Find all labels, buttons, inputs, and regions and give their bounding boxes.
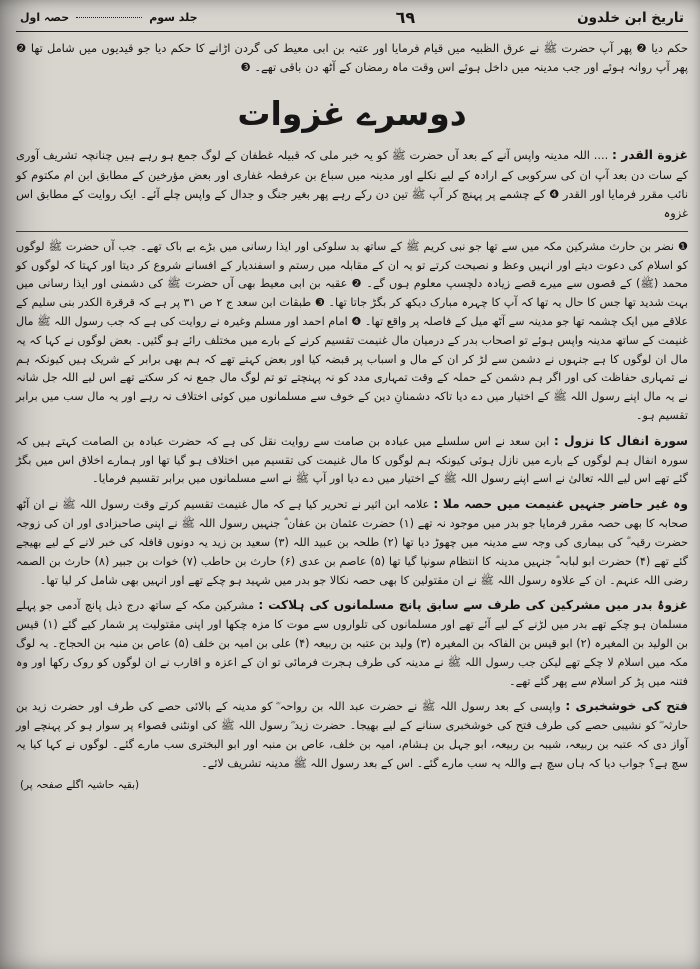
halakat-section-text: مشرکین مکہ کے ساتھ درج ذیل پانچ آدمی جو پہلے مسلمان ہو چکے تھے بدر میں لڑنے کے لیے آئے تھے اور مسلمانوں کی تلواروں سے موت کا مزہ چکھا اور اپنی مقتولیت پر شمار کیے گئے (۱) قیس بن الولید بن المغیرہ (۲) ابو قیس بن الفاکہ بن المغیرہ (۳) ولید بن عتبہ بن ربیعہ (۴) علی بن امیہ بن خلف (۵) عاص بن منبہ بن الحجاج۔ یہ لوگ مکہ میں اسلام لا چکے تھے لیکن جب رسول اللہ ﷺ نے مدینہ کی طرف ہجرت فرمائی تو ان کے اعزہ و اقارب نے ان لوگوں کو روک رکھا اور وہ فتنہ میں پڑ کر اسلام سے پھر گئے تھے۔ <box>16 599 688 688</box>
book-title: تاریخ ابن خلدون <box>577 9 684 26</box>
footnote-halakat-paragraph <box>16 595 688 691</box>
fatah-section-title: فتح کی خوشخبری : <box>565 699 689 714</box>
ghair-hazir-section-title: وہ غیر حاضر جنہیں غنیمت میں حصہ ملا : <box>433 497 688 512</box>
footnote-continuation-note: (بقیہ حاشیہ اگلے صفحہ پر) <box>20 778 140 791</box>
ghazwa-qadar-paragraph <box>16 145 688 224</box>
ghair-hazir-section-text: علامہ ابن اثیر نے تحریر کیا ہے کہ مال غنیمت تقسیم کرتے وقت رسول اللہ ﷺ نے ان آٹھ صحابہ کا بھی حصہ مقرر فرمایا جو بدر میں موجود نہ تھے (۱) حضرت عثمان بن عفان ؓ جنہیں رسول اللہ ﷺ نے اپنی صاحبزادی اور ان کی زوجہ حضرت رقیہ ؓ کی بیماری کی وجہ سے مدینہ میں چھوڑ دیا تھا (۲) طلحہ بن عبید اللہ (۳) سعید بن زید یہ دونوں قافلہ کی خبر لانے کے لیے بھیجے گئے تھے (۴) حضرت ابو لبابہ ؓ جنہیں مدینہ کا انتظام سونپا گیا تھا (۵) عاصم بن عدی (۶) حارث بن حاطب (۷) خوات بن جبیر (۸) حارث بن الصمہ رضی اللہ عنہم۔ ان کے علاوہ رسول اللہ ﷺ نے ان مقتولین کا بھی حصہ نکالا جو بدر میں شہید ہو چکے تھے اور انہیں بھی شامل کر لیا تھا۔ <box>16 498 688 587</box>
footnote-fatah-paragraph <box>16 696 688 773</box>
page-header <box>16 6 688 30</box>
halakat-section-title: غزوۂ بدر میں مشرکین کی طرف سے سابق پانچ مسلمانوں کی ہلاکت : <box>258 598 688 613</box>
page-number: ٦٩ <box>395 8 416 27</box>
footnote-section <box>16 238 688 774</box>
ghazwa-qadar-text: .... اللہ مدینہ واپس آنے کے بعد آں حضرت ﷺ کو یہ خبر ملی کہ قبیلہ غطفان کے لوگ جمع ہو رہے ہیں چنانچہ تشریف آوری کے سات دن بعد آپ ان کی سرکوبی کے ارادہ کے لیے نکلے اور مدینہ میں سباع بن عرفطہ غفاری اور بعض مؤرخین کے مطابق ابن ام مکتوم کو نائب مقرر فرمایا اور القدر ❹ کے چشمے پر پہنچ کر آپ ﷺ تین دن رکے رہے پھر بغیر جنگ و جدال کے واپس چلے آئے۔ ایک روایت کے مطابق اس غزوہ <box>16 147 688 221</box>
footnote-1-paragraph: ❶ نضر بن حارث مشرکین مکہ میں سے تھا جو نبی کریم ﷺ کے ساتھ بد سلوکی اور ایذا رسانی میں بڑے بے باک تھے۔ جب آں حضرت ﷺ لوگوں کو اسلام کی دعوت دیتے اور انہیں وعظ و نصیحت کرتے تو یہ ان کے مقابلہ میں رستم و اسفندیار کے افسانے شروع کر دیتا اور کہتا کہ لوگوں کو محمد (ﷺ) کے قصوں سے میرے قصے زیادہ دلچسپ معلوم ہوں گے۔ ❷ عقبہ بن ابی معیط بھی آں حضرت ﷺ کی دشمنی اور ایذا رسانی میں بہت شدید تھا جس کا حال یہ تھا کہ آپ کا چہرہ مبارک دیکھ کر بگڑ جاتا تھا۔ ❸ طبقات ابن سعد ج ۲ ص ۳۱ پر ہے کہ قرقرة الکدر بنی سلیم کے علاقے میں ایک چشمہ تھا جو مدینہ سے آٹھ میل کے فاصلہ پر واقع تھا۔ ❹ امام احمد اور مسلم وغیرہ نے روایت کی ہے کہ جب رسول اللہ ﷺ مال غنیمت کے ساتھ مدینہ واپس ہوئے تو اصحاب بدر کے درمیان مال غنیمت تقسیم کرنے کے بارے میں مختلف رائے ہو گئیں۔ بعض لوگوں نے کہا کہ یہ مال ان لوگوں کا ہے جنہوں نے دشمن سے لڑ کر ان کے مال و اسباب پر قبضہ کیا اور بعض کہتے تھے کہ ہم بھی برابر کے شریک ہیں کیونکہ ہم نے تمہاری حفاظت کی اور اگر ہم دشمن کے حملہ کے وقت تمہاری مدد کو نہ پہنچتے تو تم لوگ مال جمع نہ کر سکتے تھے اس لیے اللہ جل شانہ نے یہ مال اپنے رسول اللہ ﷺ کے اختیار میں دے دیا تاکہ دشمنانِ دین کے خوف سے مسلمانوں میں کوئی اختلاف نہ رہے اور یہ مال سب میں برابر تقسیم ہو۔ <box>15 239 688 422</box>
ghazwa-qadar-title: غزوة القدر : <box>612 147 688 162</box>
footnote-separator-rule <box>16 231 688 232</box>
intro-paragraph: حکم دیا ❷ پھر آپ حضرت ﷺ نے عرق الظبیہ میں قیام فرمایا اور عتبہ بن ابی معیط کی گردن اڑانے کا حکم دیا جو قیدیوں میں شامل تھا ❷ پھر آپ روانہ ہوئے اور جب مدینہ میں داخل ہوئے اس وقت ماہ رمضان کے آٹھ دن باقی تھے۔ ❸ <box>16 41 688 75</box>
footnote-anfal-paragraph <box>16 431 688 489</box>
intro-section <box>16 39 688 78</box>
anfal-section-text: ابن سعد نے اس سلسلے میں عبادہ بن صامت سے روایت نقل کی ہے کہ حضرت عبادہ بن الصامت کہتے ہیں کہ سورہ انفال ہم لوگوں کے بارے میں نازل ہوئی کیونکہ ہم لوگوں کا مال غنیمت کی تقسیم میں اختلاف ہو گیا تھا اور ہمارے اخلاق اس میں بگڑ گئے تھے اس لیے اللہ تعالیٰ نے اسے اپنے رسول اللہ ﷺ کے اختیار میں دے دیا اور آپ ﷺ نے اسے مسلمانوں میں برابر تقسیم فرمایا۔ <box>16 434 688 486</box>
main-text-section <box>16 145 688 224</box>
volume-label: جلد سوم <box>149 11 198 24</box>
chapter-heading: دوسرے غزوات <box>237 93 467 133</box>
fatah-section-text: واپسی کے بعد رسول اللہ ﷺ نے حضرت عبد اللہ بن رواحہ ؓ کو مدینہ کے بالائی حصے کی طرف اور حضرت زید بن حارثہ ؓ کو نشیبی حصے کی طرف فتح کی خوشخبری سنانے کے لیے بھیجا۔ حضرت زید ؓ رسول اللہ ﷺ کی اونٹنی قصواء پر سوار ہو کر پہنچے اور آواز دی کہ عتبہ بن ربیعہ، شیبہ بن ربیعہ، ابو جہل بن ہشام، امیہ بن خلف، عاص بن منبہ اور ابو البختری سب مارے گئے۔ لوگوں نے کہا کیا یہ سچ ہے؟ جواب دیا کہ ہاں سچ ہے واللہ یہ سب مارے گئے۔ اس کے بعد رسول اللہ ﷺ مدینہ تشریف لائے۔ <box>16 700 688 770</box>
volume-part <box>20 11 198 24</box>
header-dash-divider <box>76 17 142 18</box>
footnote-ghair-hazir-paragraph <box>16 494 688 590</box>
anfal-section-title: سورة انفال کا نزول : <box>553 433 688 448</box>
part-label: حصہ اول <box>20 11 70 24</box>
header-rule <box>16 31 688 32</box>
